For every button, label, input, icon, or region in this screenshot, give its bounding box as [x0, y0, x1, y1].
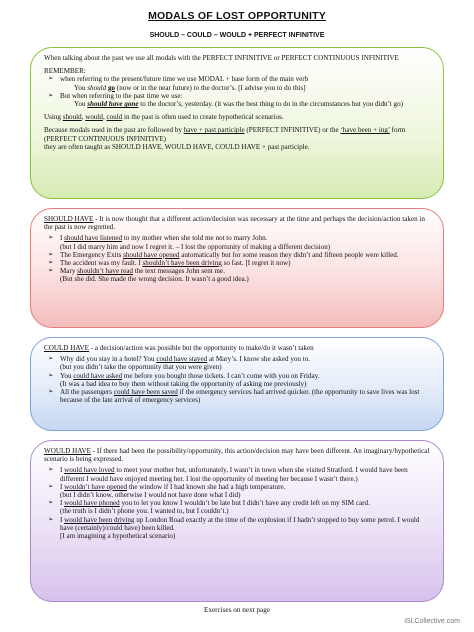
modal-phrase: could have asked	[73, 371, 123, 380]
modal-phrase: shouldn’t have read	[77, 267, 133, 276]
arrow-bullet-icon: ➢	[48, 234, 54, 242]
example-text: I would have phoned you to let you know I wouldn’t be late but I didn’t have any credit left on my SIM card. (the truth is I didn’t phone you. I wanted to, but I couldn’t.)	[60, 499, 370, 516]
using-text: Using should, would, could in the past is often used to create hypothetical scenarios.	[44, 113, 284, 122]
could-have-definition: COULD HAVE - a decision/action was possible but the opportunity to make/do it wasn’t taken	[44, 344, 314, 352]
arrow-bullet-icon: ➢	[48, 371, 54, 379]
example-item	[44, 259, 431, 267]
should-examples	[44, 234, 431, 283]
modal-phrase: would have loved	[64, 466, 115, 475]
modal-phrase: should have opened	[123, 250, 180, 259]
would-have-definition: WOULD HAVE - If there had been the possibility/opportunity, this action/decision may have been different. An imaginary/hypothetical scenario is being expressed.	[44, 447, 430, 464]
arrow-bullet-icon: ➢	[48, 482, 54, 490]
example-item	[44, 388, 431, 404]
modal-phrase: should have listened	[64, 234, 123, 243]
would-examples	[44, 466, 431, 540]
example-text: I would have been driving up London Road exactly at the time of the explosion if I hadn’t stopped to buy some petrol. I would have (certainly)/could have) been killed. [I am imagining a hypothetical scenario)	[60, 515, 420, 541]
intro-box	[30, 47, 444, 199]
example-item	[44, 466, 431, 482]
page-subtitle: SHOULD – COULD – WOULD + PERFECT INFINITIVE	[149, 32, 325, 39]
example-text: All the passengers could have been saved if the emergency services had arrived quicker. (the opportunity to save lives was lost because of the late arrival of emergency services)	[60, 388, 420, 405]
should-have-box	[30, 208, 444, 328]
bullet-text: when referring to the present/future time we use MODAL + base form of the main verb	[60, 75, 309, 84]
modal-phrase: shouldn’t have been driving	[142, 259, 222, 268]
example-text: Mary shouldn’t have read the text messages John sent me. (But she did. She made the wrong decision. It wasn’t a good idea.)	[60, 267, 249, 284]
intro-text: When talking about the past we use all modals with the PERFECT INFINITIVE or PERFECT CONTINUOUS INFINITIVE	[44, 54, 399, 62]
example-text: You could have asked me before you bought those tickets. I can’t come with you on Friday. (It was a bad idea to buy them without taking the opportunity of asking me previously)	[60, 371, 320, 388]
should-have-heading: SHOULD HAVE	[44, 215, 94, 223]
modal-phrase: could have stayed	[156, 355, 208, 364]
would-have-heading: WOULD HAVE	[44, 447, 91, 455]
example-item	[44, 372, 431, 388]
arrow-bullet-icon: ➢	[48, 515, 54, 523]
footer-note: Exercises on next page	[203, 606, 271, 614]
remember-label: REMEMBER:	[44, 67, 86, 76]
example-note: (It was a bad idea to buy them without taking the opportunity of asking me previously)	[60, 379, 307, 388]
example-item	[44, 483, 431, 499]
example-note: (the truth is I didn’t phone you. I wanted to, but I couldn’t.)	[60, 507, 229, 516]
example-note: (but I didn’t know, otherwise I would not have done what I did)	[60, 491, 241, 500]
site-logo: iSLCollective.com	[404, 618, 460, 625]
example: You should go (now or in the near future) to the doctor’s. [I advise you to do this]	[74, 83, 306, 92]
arrow-bullet-icon: ➢	[48, 250, 54, 258]
page-title: MODALS OF LOST OPPORTUNITY	[148, 10, 326, 22]
arrow-bullet-icon: ➢	[48, 91, 54, 99]
could-have-box	[30, 337, 444, 431]
example-item	[44, 355, 431, 371]
could-examples	[44, 355, 431, 404]
modal-phrase: would have been driving	[64, 515, 135, 524]
example-note: [I am imagining a hypothetical scenario)	[60, 532, 176, 541]
arrow-bullet-icon: ➢	[48, 75, 54, 83]
modal-phrase: wouldn’t have opened	[64, 482, 128, 491]
modal-phrase: would have phoned	[64, 499, 120, 508]
could-have-heading: COULD HAVE	[44, 344, 89, 352]
example-text: The accident was my fault. I shouldn’t have been driving so fast. [I regret it now)	[60, 259, 291, 268]
example-text: Why did you stay in a hotel? You could have stayed at Mary’s. I know she asked you to. (but you didn’t take the opportunity that you were given)	[60, 355, 311, 372]
arrow-bullet-icon: ➢	[48, 499, 54, 507]
example-text: I would have loved to meet your mother but, unfortunately, I wasn’t in town when she visited Stratford. I would have been different I would have enjoyed meeting her. I lost the opportunity of meeting her because I wasn’t there.)	[60, 466, 408, 483]
arrow-bullet-icon: ➢	[48, 259, 54, 267]
would-have-box	[30, 440, 444, 602]
example-note: (but I did marry him and now I regret it. – I lost the opportunity of making a different decision)	[60, 242, 331, 251]
bullet-item	[44, 92, 431, 100]
example-text: The Emergency Exits should have opened automatically but for some reason they didn’t and fifteen people were killed.	[60, 250, 399, 259]
bullet-item	[44, 75, 431, 83]
bullet-text: But when referring to the past time we use:	[60, 91, 183, 100]
because-text-2: they are often taught as SHOULD HAVE, WOULD HAVE, COULD HAVE + past participle.	[44, 142, 310, 151]
example-item	[44, 267, 431, 283]
example-item	[44, 234, 431, 250]
example-item	[44, 251, 431, 259]
example-item	[44, 499, 431, 515]
arrow-bullet-icon: ➢	[48, 466, 54, 474]
example-text: I should have listened to my mother when she told me not to marry John. (but I did marry him and now I regret it. – I lost the opportunity of making a different decision)	[60, 234, 331, 251]
example-text: I wouldn’t have opened the window if I had known she had a high temperature. (but I didn’t know, otherwise I would not have done what I did)	[60, 482, 286, 500]
arrow-bullet-icon: ➢	[48, 388, 54, 396]
should-have-definition: SHOULD HAVE - It is now thought that a different action/decision was necessary at the time and perhaps the decision/action taken in the past is now regretted.	[44, 215, 425, 232]
arrow-bullet-icon: ➢	[48, 355, 54, 363]
example-note: (But she did. She made the wrong decision. It wasn’t a good idea.)	[60, 275, 249, 284]
because-text: Because modals used in the past are followed by have + past participle (PERFECT INFINITIVE) or the ‘have been + ing’ form (PERFECT CONTINUOUS INFINITIVE)	[44, 126, 406, 143]
example-item	[44, 516, 431, 541]
modal-phrase: could have been saved	[113, 388, 178, 397]
example-note: (but you didn’t take the opportunity that you were given)	[60, 363, 222, 372]
example: You should have gone to the doctor’s, yesterday. (it was the best thing to do in the circumstances but you didn’t go)	[74, 100, 403, 109]
arrow-bullet-icon: ➢	[48, 267, 54, 275]
